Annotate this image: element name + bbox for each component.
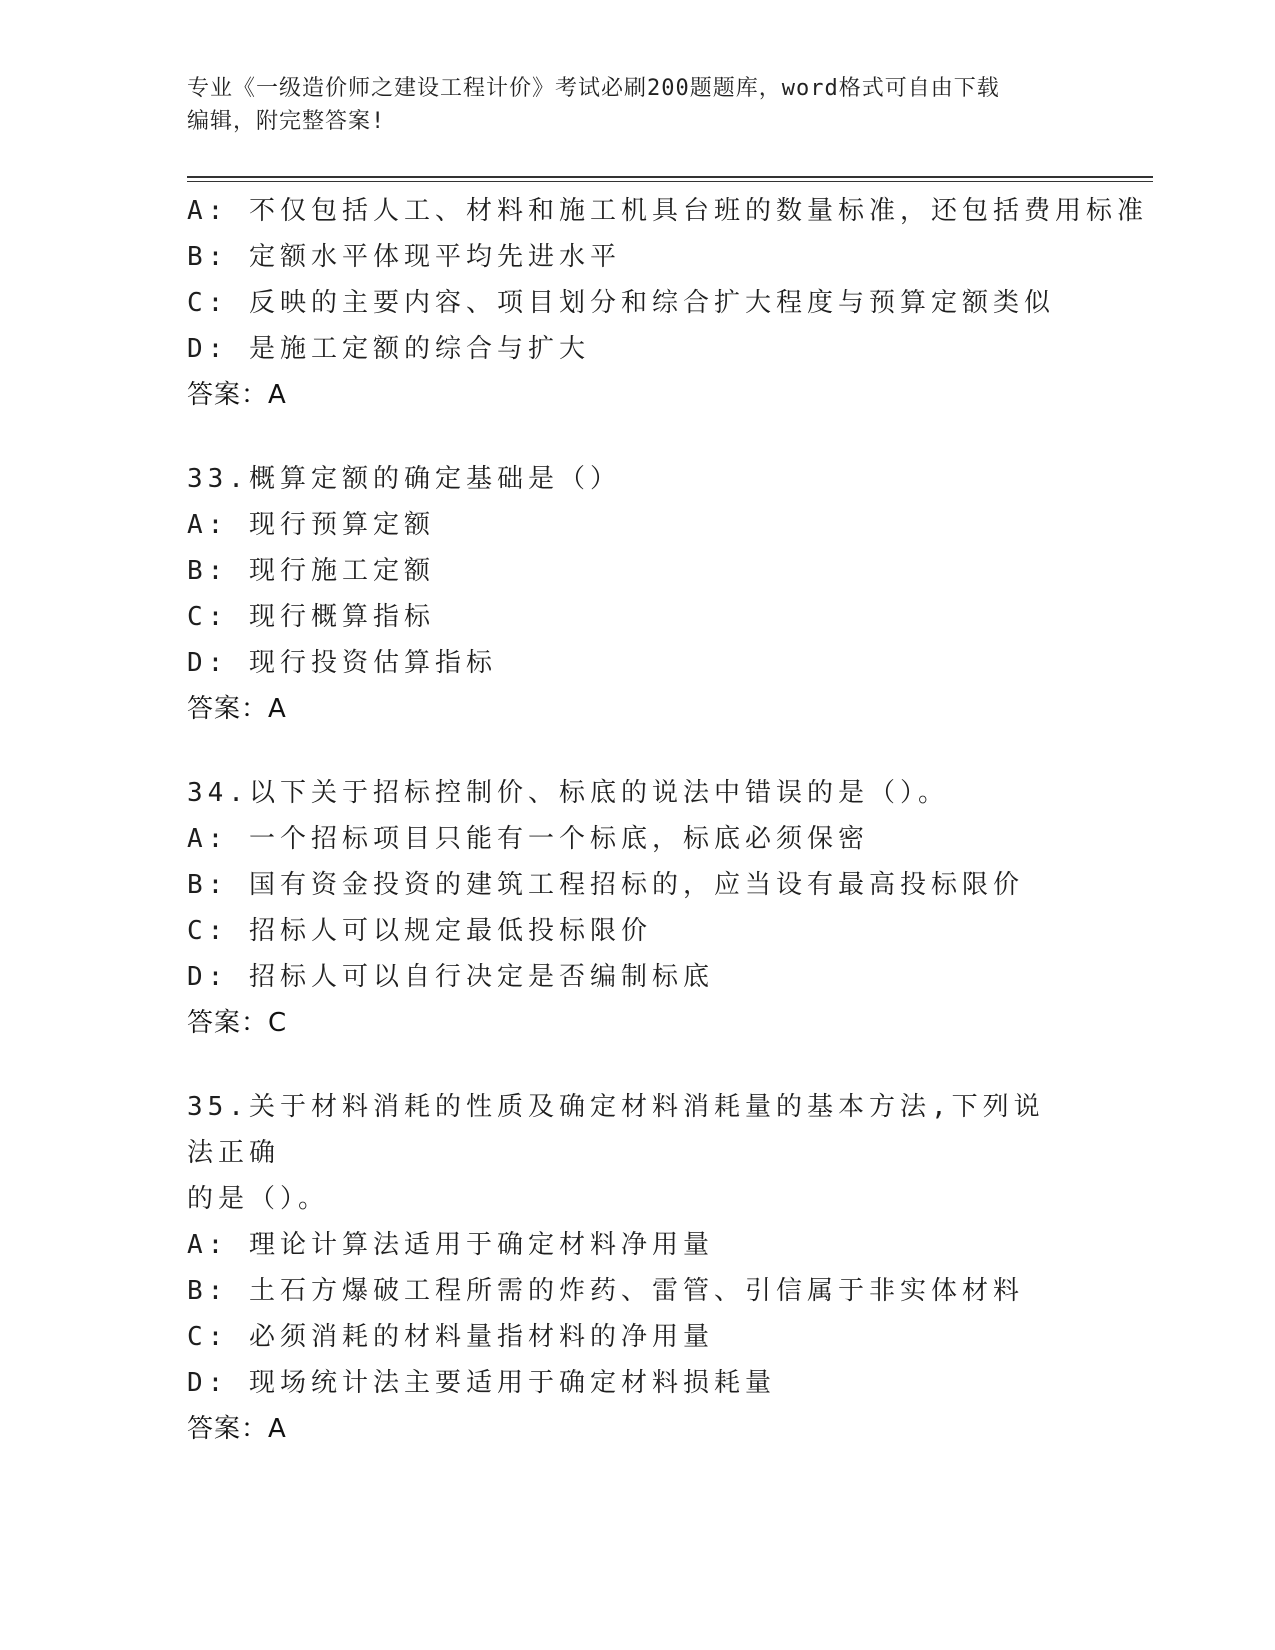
option-a: A: 一个招标项目只能有一个标底，标底必须保密 (187, 824, 869, 854)
question-35 (187, 1084, 1187, 1452)
option-b: B: 现行施工定额 (187, 556, 435, 586)
option-c: C: 必须消耗的材料量指材料的净用量 (187, 1322, 714, 1352)
option-d: D: 是施工定额的综合与扩大 (187, 334, 590, 364)
question-list (187, 188, 1187, 1490)
option-d: D: 招标人可以自行决定是否编制标底 (187, 962, 714, 992)
question-stem: 33.概算定额的确定基础是（） (187, 464, 621, 494)
question-32 (187, 188, 1187, 418)
answer: 答案：C (187, 1008, 288, 1038)
option-b: B: 国有资金投资的建筑工程招标的，应当设有最高投标限价 (187, 870, 1024, 900)
option-a: A: 现行预算定额 (187, 510, 435, 540)
answer: 答案：A (187, 1414, 287, 1444)
question-stem-line2: 的是（）。 (187, 1184, 330, 1214)
question-stem-line1: 35.关于材料消耗的性质及确定材料消耗量的基本方法,下列说法正确 (187, 1092, 1045, 1168)
option-c: C: 现行概算指标 (187, 602, 435, 632)
header-title-line2: 编辑，附完整答案! (187, 109, 386, 134)
option-b: B: 定额水平体现平均先进水平 (187, 242, 621, 272)
page-header (187, 72, 1067, 138)
question-33 (187, 456, 1187, 732)
option-d: D: 现行投资估算指标 (187, 648, 497, 678)
answer: 答案：A (187, 380, 287, 410)
option-c: C: 反映的主要内容、项目划分和综合扩大程度与预算定额类似 (187, 288, 1055, 318)
option-d: D: 现场统计法主要适用于确定材料损耗量 (187, 1368, 776, 1398)
option-a: A: 不仅包括人工、材料和施工机具台班的数量标准，还包括费用标准 (187, 196, 1148, 226)
header-divider (187, 176, 1153, 182)
answer: 答案：A (187, 694, 287, 724)
option-a: A: 理论计算法适用于确定材料净用量 (187, 1230, 714, 1260)
header-title-line1: 专业《一级造价师之建设工程计价》考试必刷200题题库，word格式可自由下载 (187, 76, 1000, 101)
option-b: B: 土石方爆破工程所需的炸药、雷管、引信属于非实体材料 (187, 1276, 1024, 1306)
question-34 (187, 770, 1187, 1046)
option-c: C: 招标人可以规定最低投标限价 (187, 916, 652, 946)
question-stem: 34.以下关于招标控制价、标底的说法中错误的是（）。 (187, 778, 949, 808)
